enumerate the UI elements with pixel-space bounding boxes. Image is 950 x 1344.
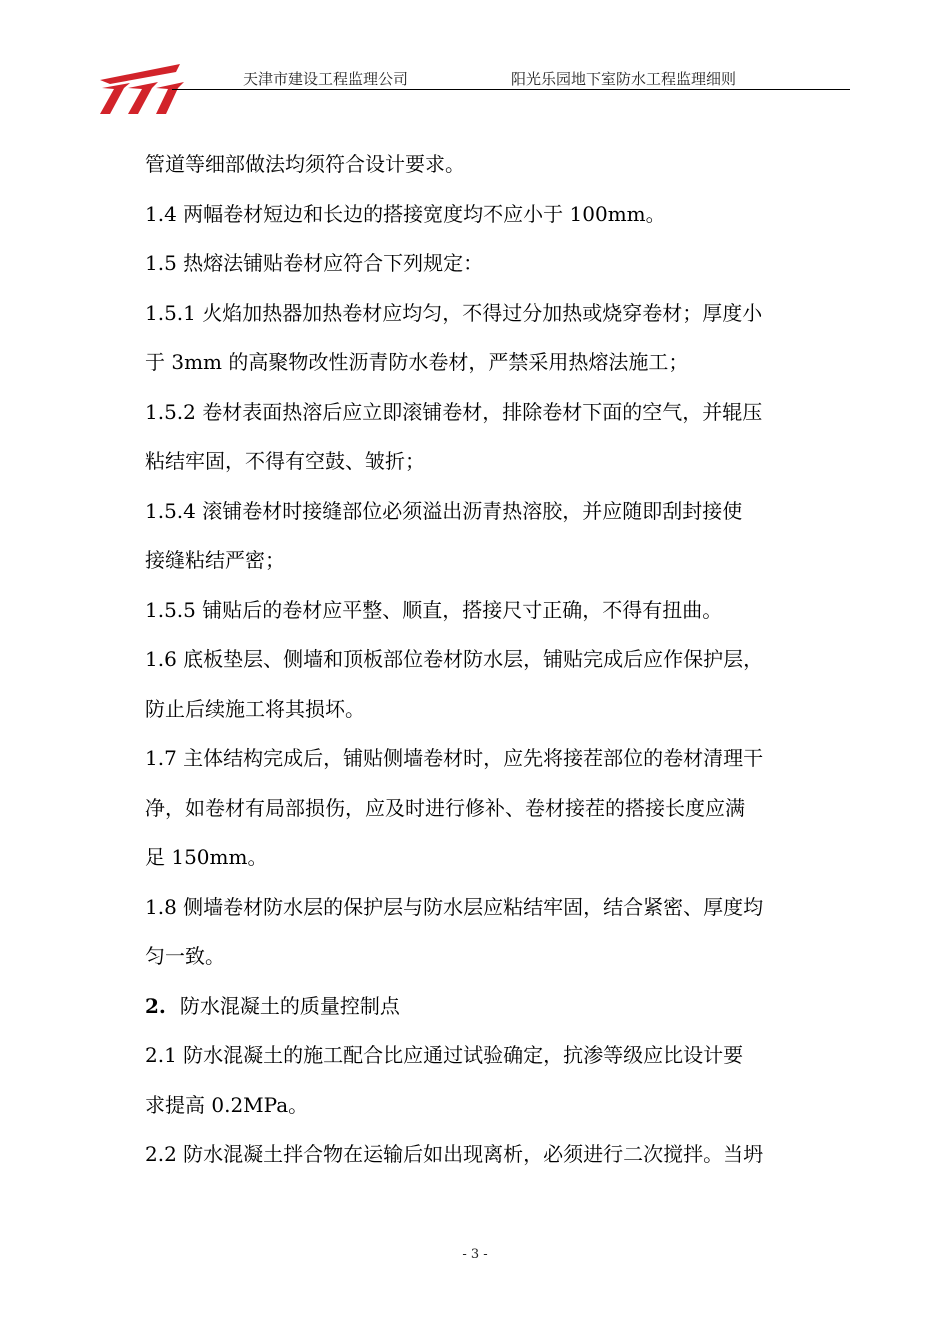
document-body: [145, 140, 810, 1180]
body-line: 1.8 侧墙卷材防水层的保护层与防水层应粘结牢固，结合紧密、厚度均: [145, 894, 764, 919]
company-logo-icon: [80, 58, 190, 118]
body-line: 1.5.2 卷材表面热溶后应立即滚铺卷材，排除卷材下面的空气，并辊压: [145, 399, 763, 424]
section-heading: [145, 982, 810, 1032]
body-line: 足 150mm。: [145, 845, 268, 869]
body-line: 1.5.4 滚铺卷材时接缝部位必须溢出沥青热溶胶，并应随即刮封接使: [145, 498, 743, 523]
header-document-title: 阳光乐园地下室防水工程监理细则: [511, 70, 737, 88]
body-line: 1.4 两幅卷材短边和长边的搭接宽度均不应小于 100mm。: [145, 201, 666, 226]
body-line: 1.5.5 铺贴后的卷材应平整、顺直，搭接尺寸正确，不得有扭曲。: [145, 597, 723, 622]
header-company-name: 天津市建设工程监理公司: [243, 70, 409, 88]
body-line: 2.2 防水混凝土拌合物在运输后如出现离析，必须进行二次搅拌。当坍: [145, 1142, 764, 1166]
body-line: 2.1 防水混凝土的施工配合比应通过试验确定，抗渗等级应比设计要: [145, 1043, 744, 1067]
body-line: 1.6 底板垫层、侧墙和顶板部位卷材防水层，铺贴完成后应作保护层，: [145, 647, 764, 671]
body-line: 管道等细部做法均须符合设计要求。: [145, 152, 465, 176]
section-heading-number: 2.: [145, 993, 166, 1018]
body-line: 净，如卷材有局部损伤，应及时进行修补、卷材接茬的搭接长度应满: [145, 795, 745, 820]
body-line: 匀一致。: [145, 944, 225, 968]
body-line: 求提高 0.2MPa。: [145, 1092, 309, 1117]
body-line: 接缝粘结严密；: [145, 548, 285, 572]
section-heading-text: 防水混凝土的质量控制点: [179, 993, 400, 1018]
body-line: 1.5.1 火焰加热器加热卷材应均匀，不得过分加热或烧穿卷材；厚度小: [145, 300, 763, 325]
page-header: [80, 58, 850, 118]
header-divider: [172, 89, 850, 90]
body-line: 防止后续施工将其损坏。: [145, 696, 365, 721]
body-line: 1.7 主体结构完成后，铺贴侧墙卷材时，应先将接茬部位的卷材清理干: [145, 746, 764, 770]
page-number: - 3 -: [462, 1247, 488, 1262]
body-line: 于 3mm 的高聚物改性沥青防水卷材，严禁采用热熔法施工；: [145, 350, 689, 374]
body-line: 粘结牢固，不得有空鼓、皱折；: [145, 449, 425, 473]
body-line: 1.5 热熔法铺贴卷材应符合下列规定：: [145, 251, 484, 275]
